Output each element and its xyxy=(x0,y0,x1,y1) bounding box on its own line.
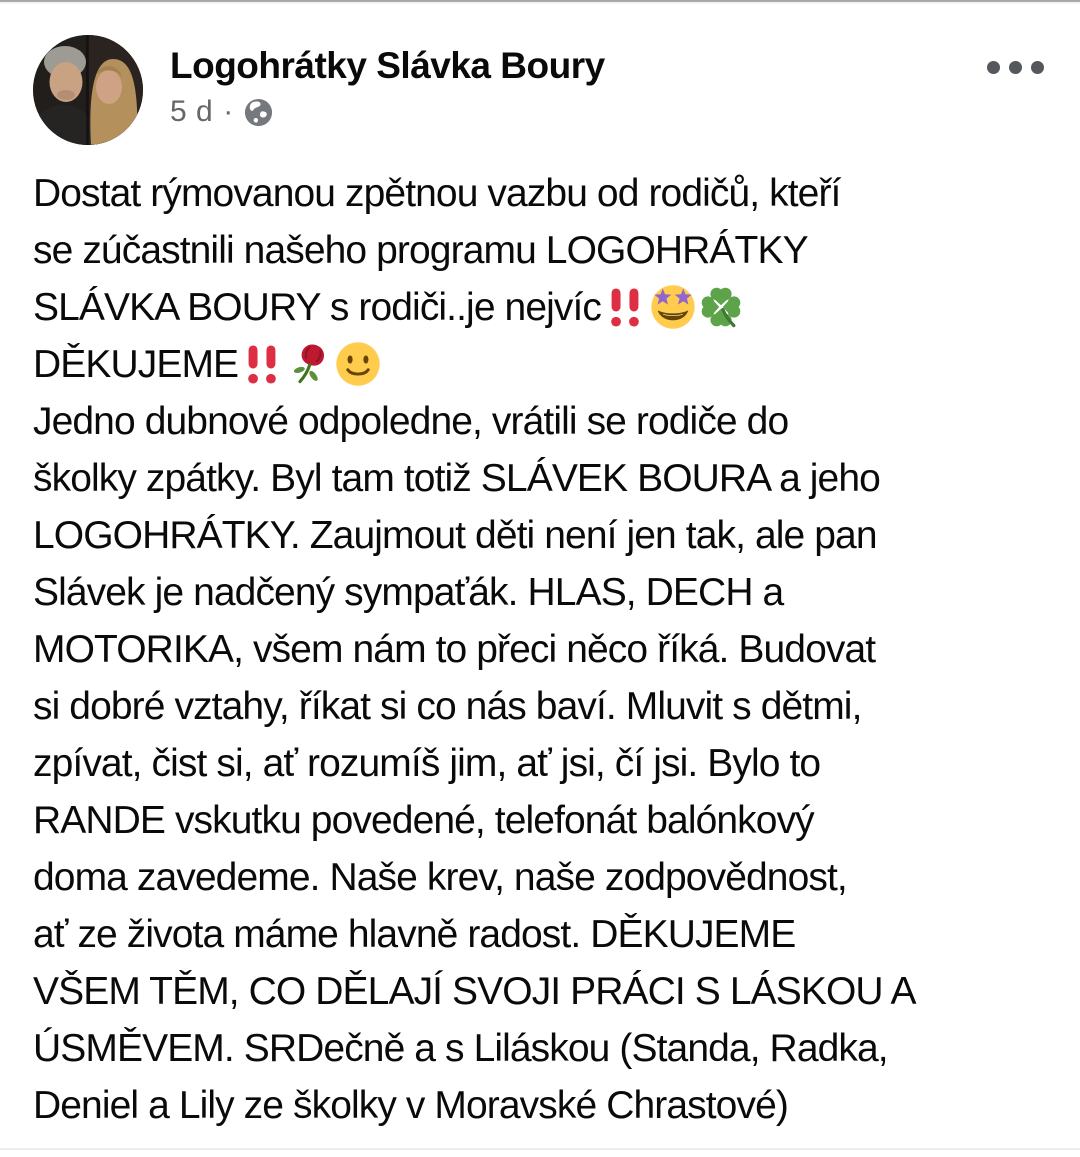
globe-public-icon xyxy=(243,97,274,128)
slightly-smiling-face-emoji xyxy=(335,341,381,387)
post-header xyxy=(0,4,1080,145)
post-text-line: DĚKUJEME xyxy=(33,336,1050,393)
page-name[interactable]: Logohrátky Slávka Boury xyxy=(170,45,605,86)
post-text-line: Slávek je nadčený sympaťák. HLAS, DECH a xyxy=(33,571,784,614)
header-text xyxy=(170,35,605,129)
post-text-line: ÚSMĚVEM. SRDečně a s Liláskou (Standa, Radka, xyxy=(33,1027,888,1070)
post-text-line: ať ze života máme hlavně radost. DĚKUJEME xyxy=(33,913,796,956)
four-leaf-clover-emoji xyxy=(698,284,744,330)
post-text-line: si dobré vztahy, říkat si co nás baví. Mluvit s dětmi, xyxy=(33,685,862,728)
post-text-line: MOTORIKA, všem nám to přeci něco říká. Budovat xyxy=(33,628,876,671)
bottom-divider xyxy=(0,1148,1080,1150)
post-text-line: zpívat, čist si, ať rozumíš jim, ať jsi, čí jsi. Bylo to xyxy=(33,742,821,785)
double-exclamation-emoji xyxy=(602,284,648,330)
post-text-line: školky zpátky. Byl tam totiž SLÁVEK BOURA a jeho xyxy=(33,457,880,500)
star-struck-emoji xyxy=(650,284,696,330)
post-text xyxy=(0,145,1080,1134)
three-dots-menu-icon[interactable] xyxy=(981,35,1050,84)
double-exclamation-emoji xyxy=(239,341,285,387)
post-text-line: Deniel a Lily ze školky v Moravské Chrastové) xyxy=(33,1084,788,1127)
avatar[interactable] xyxy=(33,35,143,145)
post-text-line: Dostat rýmovanou zpětnou vazbu od rodičů, kteří xyxy=(33,172,841,215)
meta-dot-separator: · xyxy=(223,95,234,128)
post-text-line: VŠEM TĚM, CO DĚLAJÍ SVOJI PRÁCI S LÁSKOU A xyxy=(33,970,916,1013)
timestamp[interactable]: 5 d xyxy=(170,95,214,128)
post-text-line: Jedno dubnové odpoledne, vrátili se rodiče do xyxy=(33,400,789,443)
couple-photo-avatar xyxy=(33,35,143,145)
rose-emoji xyxy=(287,341,333,387)
post-text-line: RANDE vskutku povedené, telefonát balónkový xyxy=(33,799,814,842)
post-text-line: LOGOHRÁTKY. Zaujmout děti není jen tak, ale pan xyxy=(33,514,877,557)
post-text-line: doma zavedeme. Naše krev, naše zodpovědnost, xyxy=(33,856,847,899)
post-meta xyxy=(170,95,605,129)
post-text-line: se zúčastnili našeho programu LOGOHRÁTKY xyxy=(33,229,808,272)
post-text-line: SLÁVKA BOURY s rodiči..je nejvíc xyxy=(33,279,1050,336)
